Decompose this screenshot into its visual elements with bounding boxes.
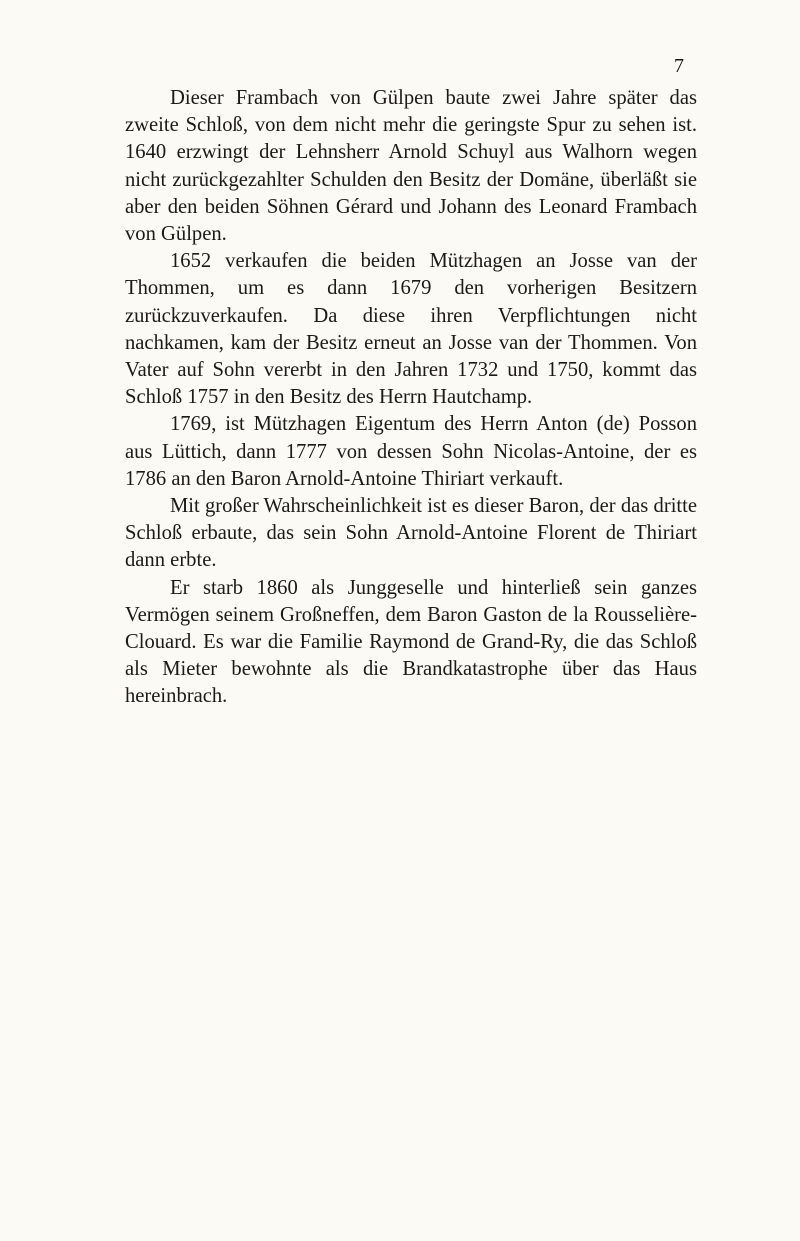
- paragraph: Dieser Frambach von Gülpen baute zwei Jahre später das zweite Schloß, von dem nicht mehr die geringste Spur zu sehen ist. 1640 erzwingt der Lehnsherr Arnold Schuyl aus Walhorn wegen nicht zurückgezahlter Schulden den Besitz der Domäne, überläßt sie aber den beiden Söhnen Gérard und Johann des Leonard Frambach von Gülpen.: [125, 87, 697, 246]
- paragraph: Er starb 1860 als Junggeselle und hinterließ sein ganzes Vermögen seinem Großneffen, dem Baron Gaston de la Rousselière-Clouard. Es war die Familie Raymond de Grand-Ry, die das Schloß als Mieter bewohnte als die Brandkatastrophe über das Haus hereinbrach.: [125, 576, 697, 708]
- paragraph: Mit großer Wahrscheinlichkeit ist es dieser Baron, der das dritte Schloß erbaute, das sein Sohn Arnold-Antoine Florent de Thiriart dann erbte.: [125, 495, 697, 572]
- page-number: 7: [674, 55, 684, 77]
- paragraph: 1652 verkaufen die beiden Mützhagen an Josse van der Thommen, um es dann 1679 den vorherigen Besitzern zurückzuverkaufen. Da diese ihren Verpflichtungen nicht nachkamen, kam der Besitz erneut an Josse van der Thommen. Von Vater auf Sohn vererbt in den Jahren 1732 und 1750, kommt das Schloß 1757 in den Besitz des Herrn Hautchamp.: [125, 250, 697, 409]
- paragraph: 1769, ist Mützhagen Eigentum des Herrn Anton (de) Posson aus Lüttich, dann 1777 von dessen Sohn Nicolas-Antoine, der es 1786 an den Baron Arnold-Antoine Thiriart verkauft.: [125, 413, 697, 490]
- body-text: [125, 85, 697, 711]
